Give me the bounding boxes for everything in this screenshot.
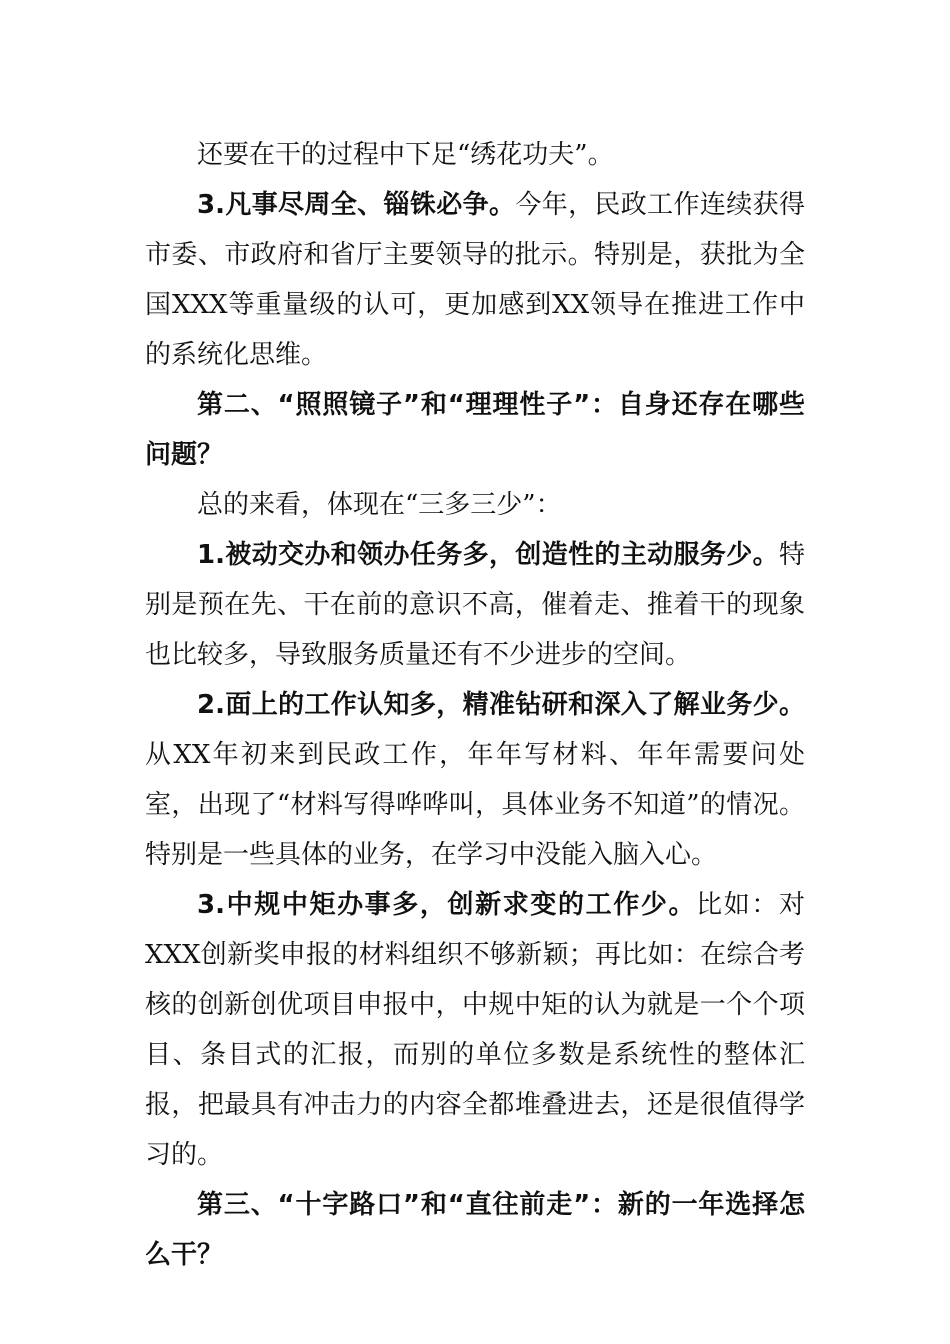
paragraph-text: 从XX年初来到民政工作，年年写材料、年年需要问处室，出现了“材料写得哗哗叫，具体业务不知道”的情况。特别是一些具体的业务，在学习中没能入脑入心。	[145, 740, 805, 870]
paragraph-text: 今年，民政工作连续获得市委、市政府和省厅主要领导的批示。特别是，获批为全国XXX等重量级的认可，更加感到XX领导在推进工作中的系统化思维。	[145, 190, 805, 370]
paragraph-text: 还要在干的过程中下足“绣花功夫”。	[197, 140, 614, 170]
paragraph-text: 总的来看，体现在“三多三少”：	[197, 490, 562, 520]
paragraph-7	[145, 880, 805, 1180]
document-body	[145, 130, 805, 1280]
paragraph-5	[145, 530, 805, 680]
paragraph-4	[145, 480, 805, 530]
paragraph-2	[145, 180, 805, 380]
paragraph-6	[145, 680, 805, 880]
paragraph-lead: 1.被动交办和领办任务多，创造性的主动服务少。	[197, 540, 779, 570]
paragraph-1	[145, 130, 805, 180]
section-heading-3: 第三、“十字路口”和“直往前走”：新的一年选择怎么干？	[145, 1190, 805, 1270]
paragraph-lead: 3.中规中矩办事多，创新求变的工作少。	[197, 890, 697, 920]
paragraph-text: 比如：对XXX创新奖申报的材料组织不够新颖；再比如：在综合考核的创新创优项目申报中，中规中矩的认为就是一个个项目、条目式的汇报，而别的单位多数是系统性的整体汇报，把最具有冲击力的内容全都堆叠进去，还是很值得学习的。	[145, 890, 805, 1170]
paragraph-lead: 2.面上的工作认知多，精准钻研和深入了解业务少。	[197, 690, 805, 720]
paragraph-lead: 3.凡事尽周全、锱铢必争。	[197, 190, 516, 220]
section-heading-2: 第二、“照照镜子”和“理理性子”：自身还存在哪些问题？	[145, 390, 805, 470]
paragraph-text: 特别是预在先、干在前的意识不高，催着走、推着干的现象也比较多，导致服务质量还有不少进步的空间。	[145, 540, 805, 670]
